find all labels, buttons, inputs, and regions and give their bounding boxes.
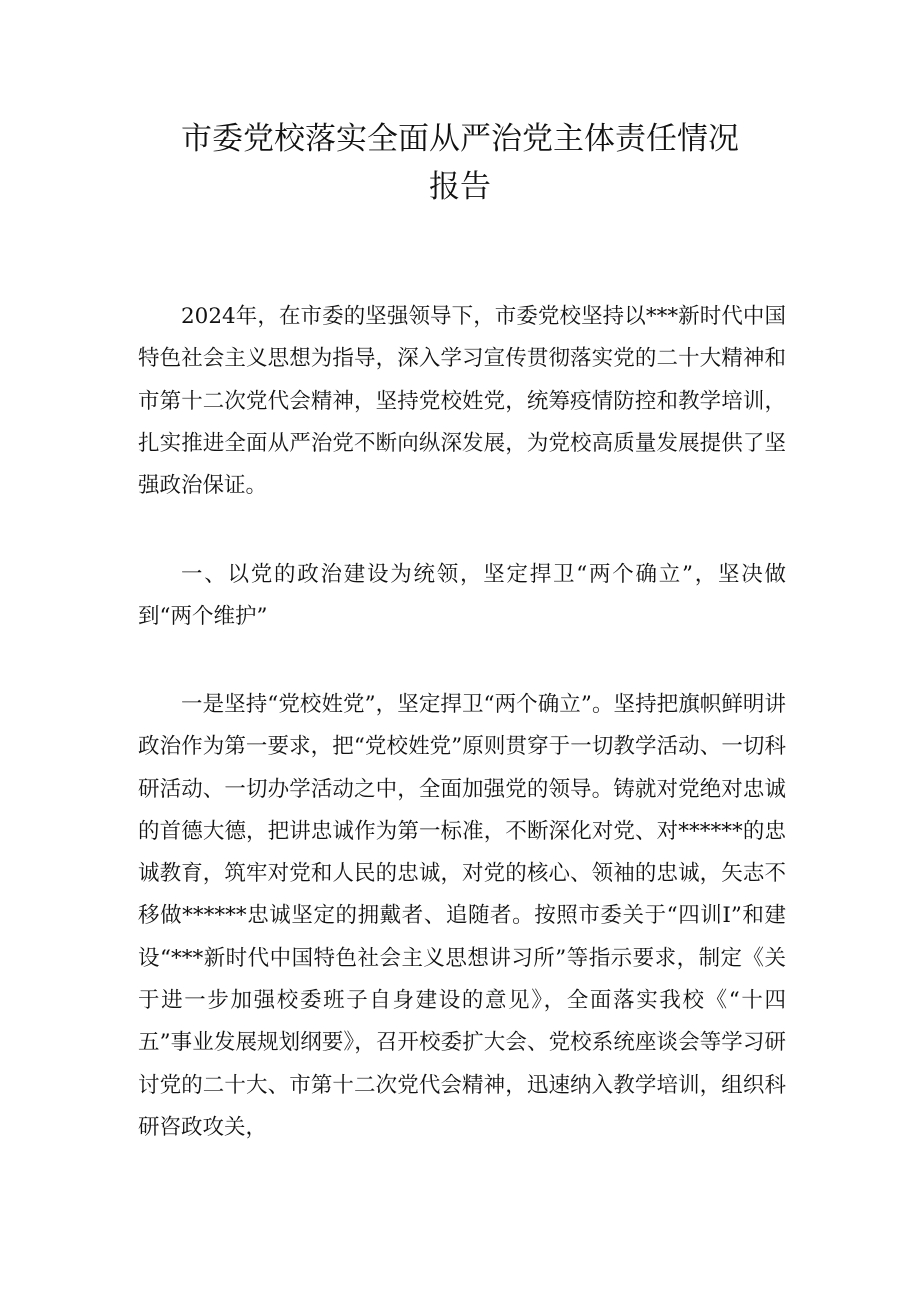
section-heading-1: 一、以党的政治建设为统领，坚定捍卫“两个确立”，坚决做到“两个维护” <box>138 562 786 630</box>
document-title-line-2: 报告 <box>429 169 491 205</box>
paragraph-section-1-point-1: 一是坚持“党校姓党”，坚定捍卫“两个确立”。坚持把旗帜鲜明讲政治作为第一要求，把“党校姓党”原则贯穿于一切教学活动、一切科研活动、一切办学活动之中，全面加强党的领导。铸就对党绝对忠诚的首德大德，把讲忠诚作为第一标准，不断深化对党、对******的忠诚教育，筑牢对党和人民的忠诚，对党的核心、领袖的忠诚，矢志不移做******忠诚坚定的拥戴者、追随者。按照市委关于“四训I”和建设“***新时代中国特色社会主义思想讲习所”等指示要求，制定《关于进一步加强校委班子自身建设的意见》，全面落实我校《“十四五”事业发展规划纲要》，召开校委扩大会、党校系统座谈会等学习研讨党的二十大、市第十二次党代会精神，迅速纳入教学培训，组织科研咨政攻关， <box>138 692 786 1140</box>
paragraph-intro: 2024年，在市委的坚强领导下，市委党校坚持以***新时代中国特色社会主义思想为指导，深入学习宣传贯彻落实党的二十大精神和市第十二次党代会精神，坚持党校姓党，统筹疫情防控和教学培训，扎实推进全面从严治党不断向纵深发展，为党校高质量发展提供了坚强政治保证。 <box>138 304 786 499</box>
document-title-line-1: 市委党校落实全面从严治党主体责任情况 <box>181 121 739 157</box>
